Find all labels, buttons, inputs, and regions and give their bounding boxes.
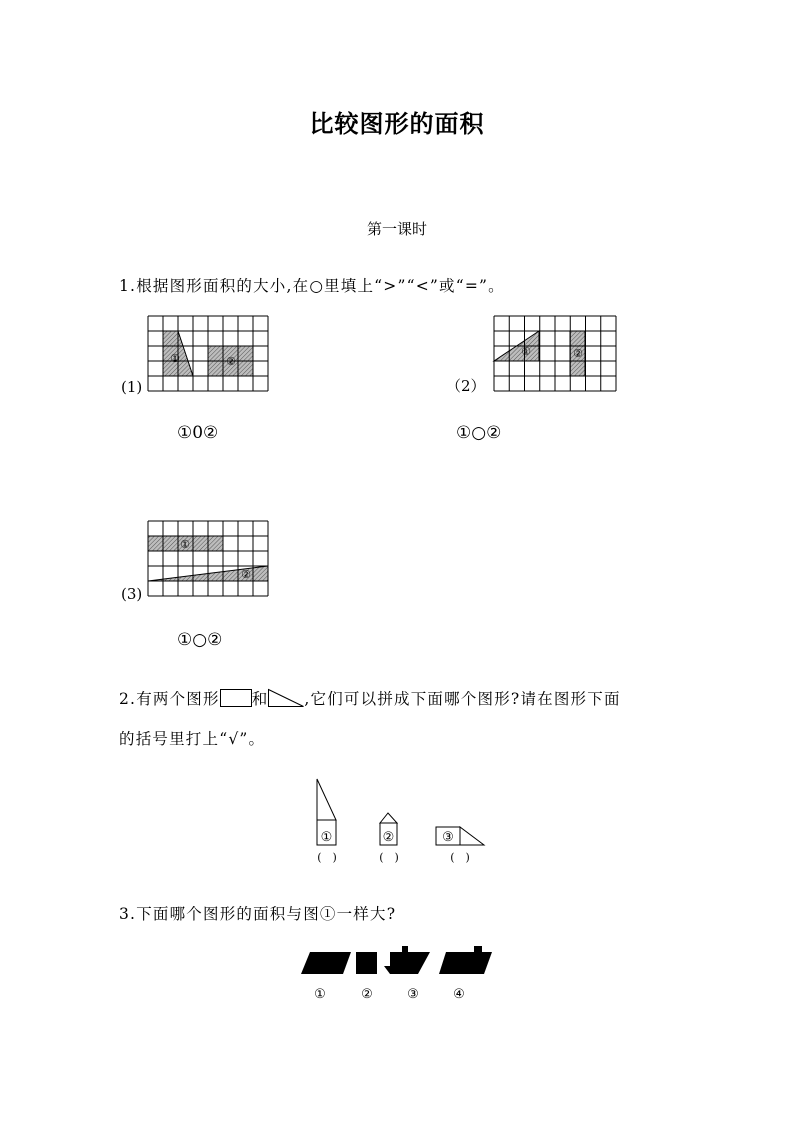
q3-option3-mark: ③ bbox=[407, 987, 419, 1002]
q1-part2-grid bbox=[494, 316, 618, 396]
q2-prompt-and: 和 bbox=[251, 690, 269, 708]
q2-option-figures bbox=[300, 775, 500, 870]
q1-part2-shape2-mark: ② bbox=[573, 347, 583, 360]
question-3-prompt: 3.下面哪个图形的面积与图①一样大? bbox=[119, 905, 397, 923]
q2-option3-paren: ( ) bbox=[450, 851, 470, 864]
q1-part2-compare: ①○② bbox=[456, 423, 502, 443]
q1-part2-shape1-mark: ① bbox=[521, 345, 531, 358]
q2-option1-mark: ① bbox=[320, 830, 333, 845]
q1-part1-compare: ①0② bbox=[177, 423, 219, 443]
q2-triangle-shape bbox=[268, 689, 304, 707]
q2-prompt-b: ,它们可以拼成下面哪个图形?请在图形下面 bbox=[304, 690, 621, 708]
question-1-prompt: 1.根据图形面积的大小,在○里填上“>”“<”或“=”。 bbox=[119, 277, 505, 295]
q2-prompt-a: 2.有两个图形 bbox=[119, 690, 220, 708]
q2-option3-mark: ③ bbox=[442, 830, 454, 845]
q2-option2-paren: ( ) bbox=[379, 851, 399, 864]
q1-part2-label: （2） bbox=[446, 377, 486, 395]
q1-part3-shape1-mark: ① bbox=[180, 538, 190, 551]
q1-part1-shape1-mark: ① bbox=[170, 352, 180, 365]
q1-part3-compare: ①○② bbox=[177, 630, 223, 650]
q1-part1-grid bbox=[148, 316, 270, 396]
q3-option4-mark: ④ bbox=[453, 987, 465, 1002]
q2-rectangle-shape bbox=[220, 689, 252, 707]
page-title: 比较图形的面积 bbox=[309, 109, 485, 138]
q3-option2-mark: ② bbox=[361, 987, 373, 1002]
q3-option-figures bbox=[298, 940, 498, 1005]
q3-option1-mark: ① bbox=[314, 987, 326, 1002]
q1-part1-shape2-mark: ② bbox=[226, 355, 236, 368]
q1-part3-shape2-mark: ② bbox=[241, 568, 251, 581]
q2-option2-mark: ② bbox=[382, 830, 395, 845]
q1-part3-label: (3) bbox=[121, 585, 143, 603]
q1-part1-label: (1) bbox=[121, 378, 143, 396]
q2-option1-paren: ( ) bbox=[317, 851, 337, 864]
lesson-subtitle: 第一课时 bbox=[366, 220, 427, 238]
question-2-prompt-line2: 的括号里打上“√”。 bbox=[119, 730, 266, 748]
grid-lines bbox=[148, 521, 268, 596]
q1-part3-grid bbox=[148, 521, 270, 601]
question-2-prompt-line1 bbox=[119, 687, 621, 709]
